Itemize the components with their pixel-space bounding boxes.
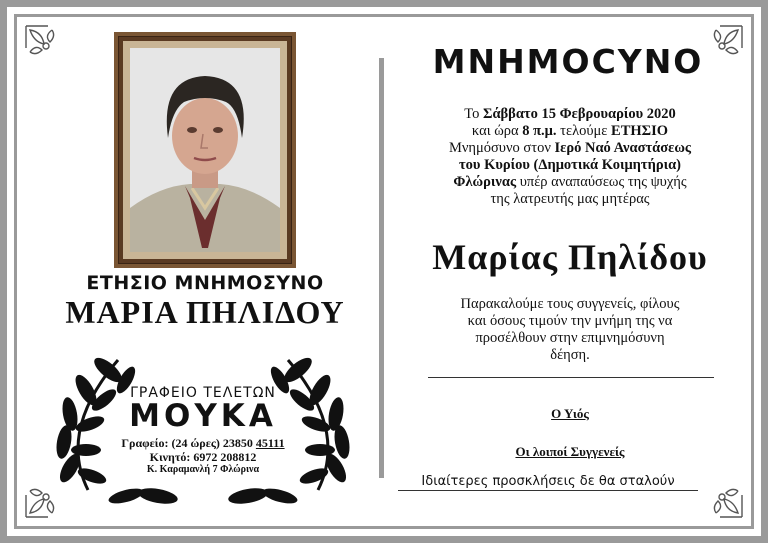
service-time: 8 π.μ. [522,123,557,139]
funeral-home-phone [108,436,298,451]
signature-relatives: Οι λοιποί Συγγενείς [515,444,625,459]
text: της λατρευτής μας μητέρας [490,191,650,207]
deceased-name-large: Μαρίας Πηλίδου [432,237,708,277]
invitation-line: προσέλθουν στην επιμνημόσυνη [475,330,665,346]
memorial-title: ΜΝΗΜΟCΥΝΟ [432,42,704,81]
annual-memorial-heading: ΕΤΗΣΙΟ ΜΝΗΜΟΣΥΝΟ [86,272,324,294]
text: τελούμε [556,123,612,139]
portrait-photo [130,48,280,252]
phone-tail: 45111 [255,436,285,450]
funeral-home-mobile: Κινητό: 6972 208812 [149,450,257,464]
photo-frame [114,32,296,268]
text: Το [464,106,483,122]
service-details [398,106,742,208]
text: υπέρ αναπαύσεως της ψυχής [516,174,687,190]
portrait-illustration [130,48,280,252]
corner-ornament-icon [696,471,746,521]
text: και ώρα [471,123,523,139]
annual-label: ΕΤΗΣΙΟ [611,123,669,139]
invitation-line: δέηση. [550,347,590,363]
separator-line [428,377,714,378]
corner-ornament-icon [22,22,72,72]
invitation-text [398,296,742,364]
funeral-home-address: Κ. Καραμανλή 7 Φλώρινα [146,464,260,475]
center-divider [379,58,384,478]
invitation-line: και όσους τιμούν την μνήμη της να [467,313,673,329]
deceased-name: ΜΑΡΙΑ ΠΗΛΙΔΟΥ [65,294,345,330]
funeral-home-name: ΜΟΥΚΑ [129,398,277,434]
text: Μνημόσυνο στον [448,140,555,156]
phone-label: Γραφείο: (24 ώρες) 23850 [121,436,256,450]
invitation-line: Παρακαλούμε τους συγγενείς, φίλους [460,296,680,312]
church-location: του Κυρίου (Δημοτικά Κοιμητήρια) [459,157,681,173]
town-name: Φλώρινας [453,174,517,190]
service-date: Σάββατο 15 Φεβρουαρίου 2020 [482,106,676,122]
church-name: Ιερό Ναό Αναστάσεως [554,140,692,156]
funeral-home-title: ΓΡΑΦΕΙΟ ΤΕΛΕΤΩΝ [130,385,276,401]
signature-son: Ο Υιός [551,406,589,421]
no-invitations-note: Ιδιαίτερες προσκλήσεις δε θα σταλούν [398,474,698,491]
